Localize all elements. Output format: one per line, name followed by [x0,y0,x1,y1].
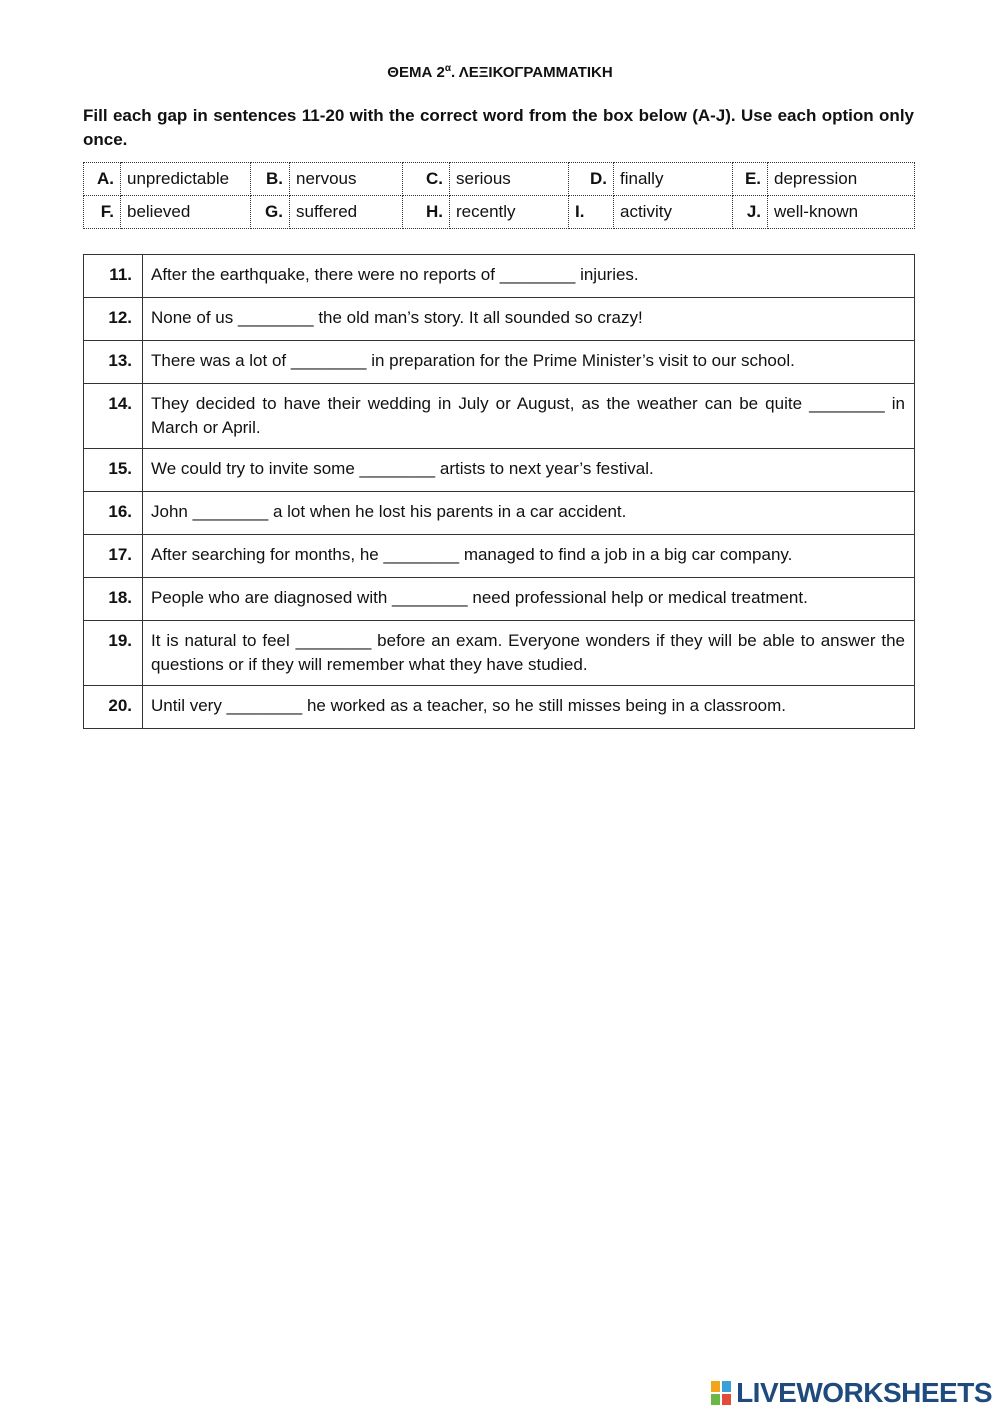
question-row [84,621,915,686]
question-number: 17. [84,535,143,578]
option-letter: F. [84,196,121,229]
option-letter: H. [403,196,450,229]
question-text-before: People who are diagnosed with [151,588,392,607]
option-word: finally [614,163,733,196]
logo-mark-icon [710,1380,732,1406]
answer-gap[interactable]: ________ [237,308,314,327]
question-text-after: injuries. [575,265,639,284]
liveworksheets-logo [710,1377,992,1409]
question-row [84,535,915,578]
question-text-before: After the earthquake, there were no reports of [151,265,500,284]
question-row [84,341,915,384]
option-letter: C. [403,163,450,196]
question-text [143,449,915,492]
option-letter: I. [569,196,614,229]
option-word: serious [450,163,569,196]
question-text-before: None of us [151,308,238,327]
option-word: depression [768,163,915,196]
question-text-before: They decided to have their wedding in July or August, as the weather can be quite [151,394,810,413]
answer-gap[interactable]: ________ [392,588,468,607]
question-number: 19. [84,621,143,686]
option-letter: A. [84,163,121,196]
option-letter: B. [251,163,290,196]
question-row [84,255,915,298]
option-word: unpredictable [121,163,251,196]
question-number: 15. [84,449,143,492]
title-superscript: α [444,63,451,74]
logo-text: LIVEWORKSHEETS [736,1377,992,1408]
word-box [83,162,915,229]
question-row [84,492,915,535]
questions-table [83,254,915,729]
question-number: 16. [84,492,143,535]
option-word: suffered [290,196,403,229]
question-text [143,255,915,298]
question-text-after: artists to next year’s festival. [435,459,654,478]
option-letter: E. [733,163,768,196]
question-text-before: John [151,502,193,521]
title-main: ΘΕΜΑ 2 [387,64,445,81]
question-text-before: After searching for months, he [151,545,384,564]
question-text-after: need professional help or medical treatment. [467,588,808,607]
instructions: Fill each gap in sentences 11-20 with the correct word from the box below (A-J). Use each option only once. [83,106,914,149]
answer-gap[interactable]: ________ [383,545,460,564]
option-letter: G. [251,196,290,229]
question-row [84,384,915,449]
question-row [84,298,915,341]
question-text-before: There was a lot of [151,351,291,370]
option-word: nervous [290,163,403,196]
question-text-after: a lot when he lost his parents in a car accident. [268,502,627,521]
answer-gap[interactable]: ________ [295,631,372,650]
question-text-before: It is natural to feel [151,631,296,650]
option-word: believed [121,196,251,229]
option-letter: D. [569,163,614,196]
word-box-row [84,196,915,229]
question-text [143,298,915,341]
question-number: 12. [84,298,143,341]
question-text [143,686,915,729]
answer-gap[interactable]: ________ [359,459,436,478]
question-text-after: in preparation for the Prime Minister’s visit to our school. [366,351,795,370]
question-number: 11. [84,255,143,298]
question-text [143,341,915,384]
question-row [84,578,915,621]
question-number: 14. [84,384,143,449]
question-text [143,492,915,535]
page-title [0,63,1000,81]
question-number: 18. [84,578,143,621]
question-text-after: managed to find a job in a big car company. [459,545,793,564]
question-text [143,535,915,578]
question-text [143,621,915,686]
option-word: recently [450,196,569,229]
answer-gap[interactable]: ________ [499,265,576,284]
title-rest: . ΛΕΞΙΚΟΓΡΑΜΜΑΤΙΚΗ [450,64,613,81]
question-text-after: in March or April. [151,394,905,437]
option-letter: J. [733,196,768,229]
question-row [84,449,915,492]
option-word: activity [614,196,733,229]
question-row [84,686,915,729]
question-number: 20. [84,686,143,729]
option-word: well-known [768,196,915,229]
word-box-row [84,163,915,196]
question-text-after: he worked as a teacher, so he still misses being in a classroom. [302,696,787,715]
question-text [143,384,915,449]
question-text [143,578,915,621]
question-number: 13. [84,341,143,384]
question-text-after: before an exam. Everyone wonders if they will be able to answer the questions or if they will remember what they have studied. [151,631,905,674]
answer-gap[interactable]: ________ [290,351,367,370]
question-text-before: We could try to invite some [151,459,360,478]
question-text-after: the old man’s story. It all sounded so crazy! [313,308,643,327]
answer-gap[interactable]: ________ [192,502,269,521]
question-text-before: Until very [151,696,227,715]
answer-gap[interactable]: ________ [226,696,303,715]
answer-gap[interactable]: ________ [809,394,885,413]
